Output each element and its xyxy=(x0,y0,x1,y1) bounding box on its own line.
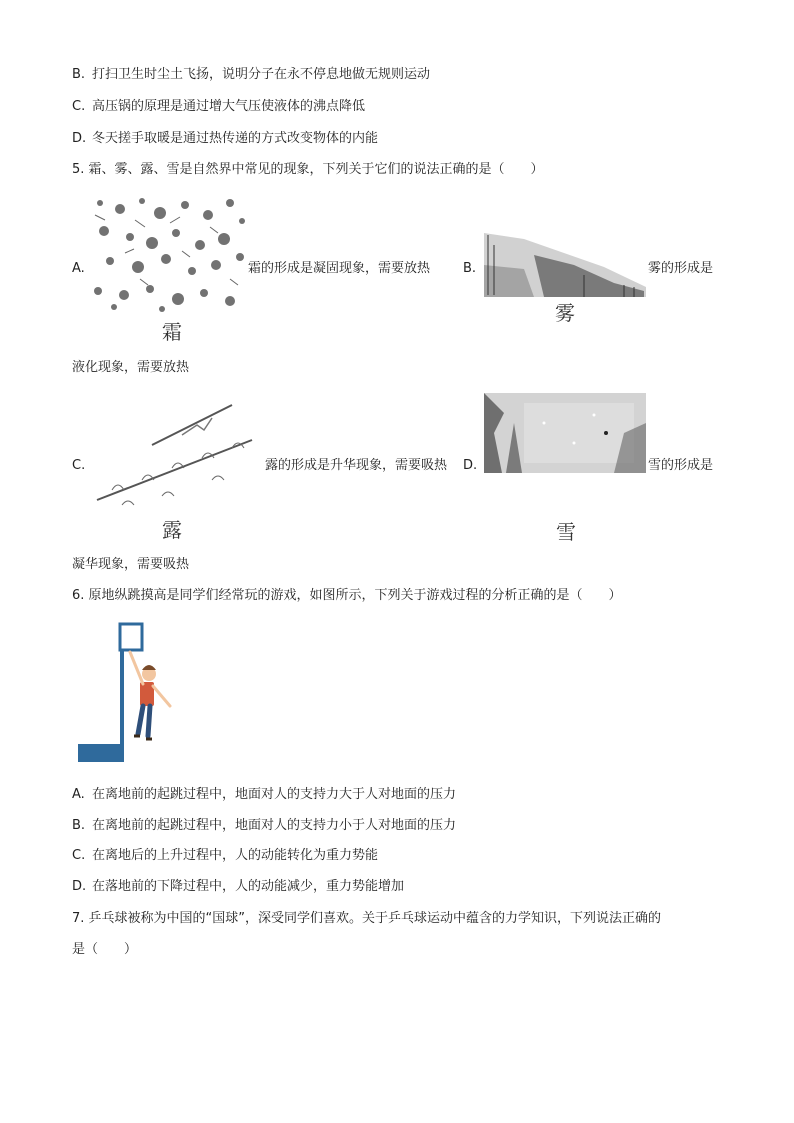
option-text: 在离地前的起跳过程中，地面对人的支持力小于人对地面的压力 xyxy=(92,818,457,833)
q5-option-b-letter: B. xyxy=(463,261,477,276)
q5-stem: 5. 霜、雾、露、雪是自然界中常见的现象，下列关于它们的说法正确的是（ ） xyxy=(72,162,544,177)
frost-image xyxy=(90,195,250,315)
q4-option-c xyxy=(72,98,365,116)
q6-option-c xyxy=(72,847,378,865)
q6-option-d xyxy=(72,878,404,896)
q5-option-d-letter: D. xyxy=(463,458,478,473)
q6-stem: 6. 原地纵跳摸高是同学们经常玩的游戏，如图所示，下列关于游戏过程的分析正确的是（ ） xyxy=(72,588,622,603)
dew-caption: 露 xyxy=(162,518,182,542)
q5-option-a-text: 霜的形成是凝固现象，需要放热 xyxy=(248,261,431,276)
target-board xyxy=(120,624,142,650)
q5-option-c-text: 露的形成是升华现象，需要吸热 xyxy=(265,458,448,473)
q4-option-b xyxy=(72,66,430,84)
snow-image xyxy=(484,393,646,473)
q7-stem-line2: 是（ ） xyxy=(72,942,138,957)
option-letter: B. xyxy=(72,818,86,833)
q5-option-b-text1: 雾的形成是 xyxy=(648,261,714,276)
base-block xyxy=(78,744,122,762)
q7-stem-line1: 7. 乒乓球被称为中国的“国球”，深受同学们喜欢。关于乒乓球运动中蕴含的力学知识，下列说法正确的 xyxy=(72,911,662,926)
snow-caption: 雪 xyxy=(556,520,576,544)
option-text: 在落地前的下降过程中，人的动能减少，重力势能增加 xyxy=(92,879,405,894)
q5-option-b-text2: 液化现象，需要放热 xyxy=(72,360,190,375)
q6-option-a xyxy=(72,786,456,804)
q4-option-d xyxy=(72,130,378,148)
option-letter: D. xyxy=(72,879,87,894)
q5-option-d-text2: 凝华现象，需要吸热 xyxy=(72,557,190,572)
frost-caption: 霜 xyxy=(162,320,182,344)
fog-image xyxy=(484,225,646,297)
option-text: 高压锅的原理是通过增大气压使液体的沸点降低 xyxy=(92,99,366,114)
option-text: 在离地后的上升过程中，人的动能转化为重力势能 xyxy=(92,848,379,863)
q6-option-b xyxy=(72,817,456,835)
jump-touch-figure xyxy=(78,622,178,764)
option-letter: A. xyxy=(72,787,85,802)
option-letter: B. xyxy=(72,67,86,82)
option-text: 冬天搓手取暖是通过热传递的方式改变物体的内能 xyxy=(92,131,379,146)
q5-option-d-text1: 雪的形成是 xyxy=(648,458,714,473)
option-letter: C. xyxy=(72,848,86,863)
option-letter: C. xyxy=(72,99,86,114)
fog-caption: 雾 xyxy=(555,301,575,325)
option-text: 打扫卫生时尘土飞扬，说明分子在永不停息地做无规则运动 xyxy=(92,67,431,82)
option-text: 在离地前的起跳过程中，地面对人的支持力大于人对地面的压力 xyxy=(92,787,457,802)
dew-image xyxy=(92,400,264,515)
option-letter: D. xyxy=(72,131,87,146)
q5-option-c-letter: C. xyxy=(72,458,86,473)
q5-option-a-letter: A. xyxy=(72,261,85,276)
